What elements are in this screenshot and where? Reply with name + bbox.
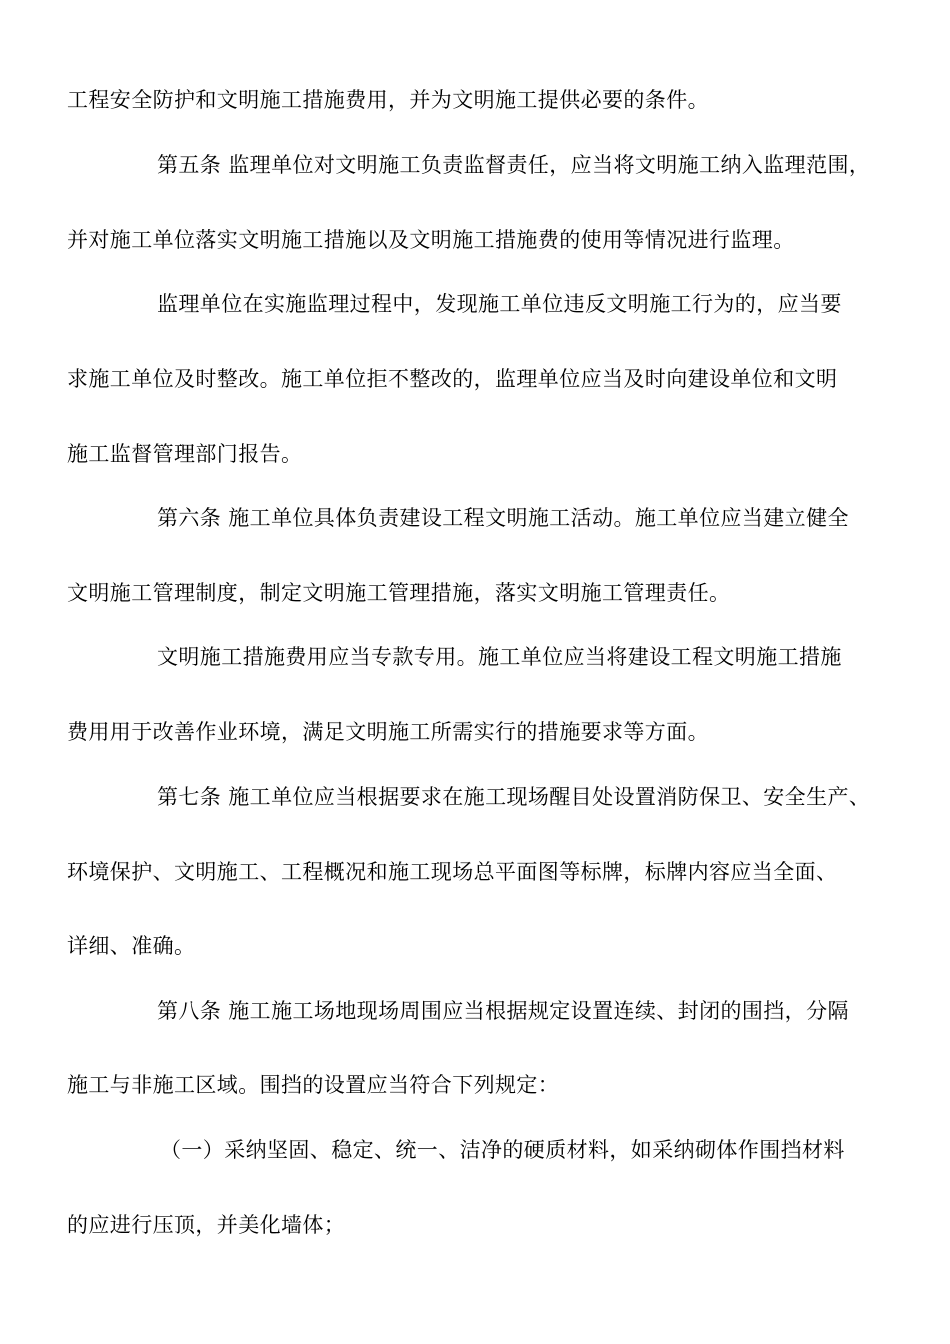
text-line-17: 的应进行压顶，并美化墙体； [67,1213,346,1237]
text-line-14: 第八条 施工施工场地现场周围应当根据规定设置连续、封闭的围挡，分隔 [157,999,849,1023]
text-line-7: 第六条 施工单位具体负责建设工程文明施工活动。施工单位应当建立健全 [157,506,849,530]
text-line-10: 费用用于改善作业环境，满足文明施工所需实行的措施要求等方面。 [67,720,709,744]
text-line-1: 工程安全防护和文明施工措施费用，并为文明施工提供必要的条件。 [67,88,709,112]
text-line-6: 施工监督管理部门报告。 [67,442,303,466]
text-line-3: 并对施工单位落实文明施工措施以及文明施工措施费的使用等情况进行监理。 [67,228,795,252]
text-line-5: 求施工单位及时整改。施工单位拒不整改的，监理单位应当及时向建设单位和文明 [67,367,838,391]
text-line-16: （一）采纳坚固、稳定、统一、洁净的硬质材料，如采纳砌体作围挡材料 [160,1138,845,1162]
text-line-12: 环境保护、文明施工、工程概况和施工现场总平面图等标牌，标牌内容应当全面、 [67,860,838,884]
text-line-13: 详细、准确。 [67,934,196,958]
text-line-2: 第五条 监理单位对文明施工负责监督责任，应当将文明施工纳入监理范围， [157,153,871,177]
text-line-9: 文明施工措施费用应当专款专用。施工单位应当将建设工程文明施工措施 [157,645,842,669]
text-line-4: 监理单位在实施监理过程中，发现施工单位违反文明施工行为的，应当要 [157,292,842,316]
text-line-15: 施工与非施工区域。围挡的设置应当符合下列规定： [67,1073,560,1097]
text-line-11: 第七条 施工单位应当根据要求在施工现场醒目处设置消防保卫、安全生产、 [157,785,871,809]
text-line-8: 文明施工管理制度，制定文明施工管理措施，落实文明施工管理责任。 [67,581,731,605]
